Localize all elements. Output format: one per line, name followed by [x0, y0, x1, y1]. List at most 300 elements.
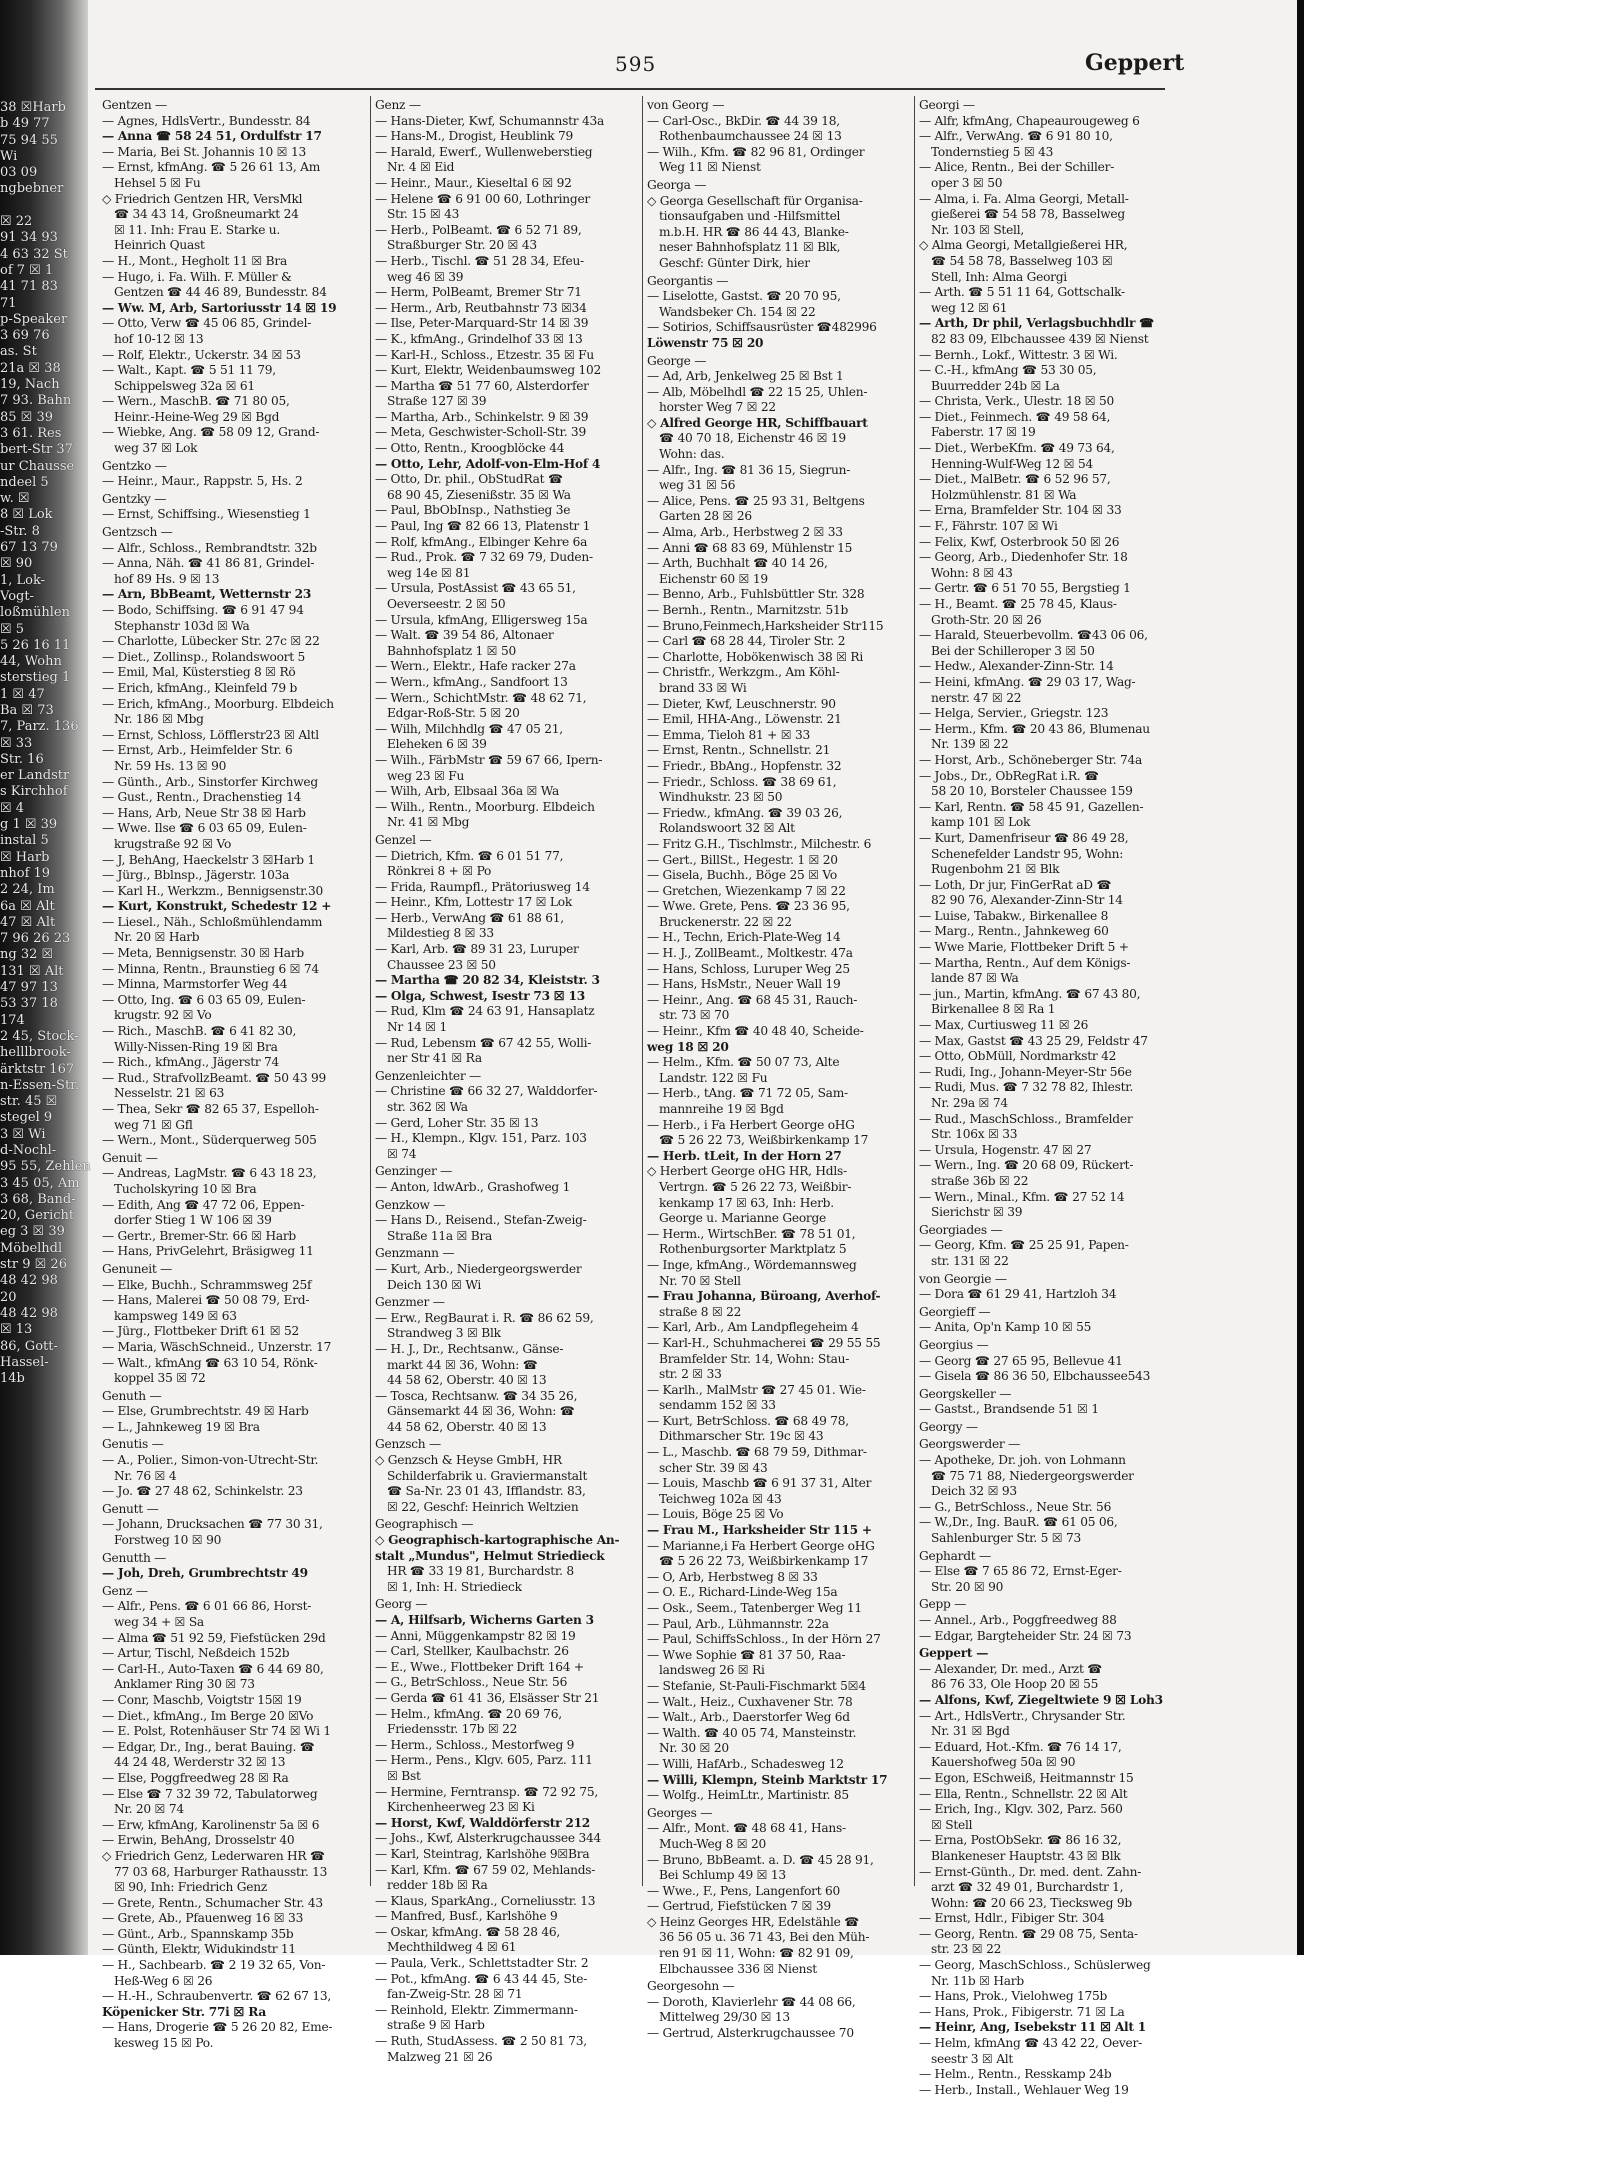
- directory-entry-line: — Frau M., Harksheider Str 115 +: [647, 1523, 872, 1538]
- directory-entry-line: — Johann, Drucksachen ☎ 77 30 31,: [102, 1517, 323, 1532]
- directory-entry-line: — Liesel., Näh., Schloßmühlendamm: [102, 914, 323, 929]
- directory-entry-line: straße 9 ☒ Harb: [387, 2018, 485, 2033]
- directory-entry-line: horster Weg 7 ☒ 22: [659, 400, 776, 415]
- facing-page-fragment: b 49 77: [0, 116, 50, 132]
- directory-entry-line: — Minna, Rentn., Braunstieg 6 ☒ 74: [102, 961, 319, 976]
- directory-entry-line: — Dora ☎ 61 29 41, Hartzloh 34: [919, 1287, 1117, 1302]
- directory-entry-line: — G., BetrSchloss., Neue Str. 56: [375, 1675, 568, 1690]
- directory-entry-line: — Oskar, kfmAng. ☎ 58 28 46,: [375, 1924, 561, 1939]
- directory-entry-line: — Hans D., Reisend., Stefan-Zweig-: [375, 1213, 587, 1228]
- directory-entry-line: — Marg., Rentn., Jahnkeweg 60: [919, 924, 1109, 939]
- directory-entry-line: — Herb. tLeit, In der Horn 27: [647, 1148, 842, 1163]
- directory-entry-line: mannreihe 19 ☒ Bgd: [659, 1102, 784, 1116]
- directory-entry-line: Schippelsweg 32a ☒ 61: [114, 378, 255, 393]
- facing-page-fragment: s Kirchhof: [0, 784, 68, 800]
- surname-heading: Georgantis —: [647, 273, 729, 288]
- facing-page-fragment: instal 5: [0, 833, 49, 849]
- previous-page-fragments: [0, 100, 91, 1920]
- directory-entry-line: — Hans, Prok., Fibigerstr. 71 ☒ La: [919, 2004, 1125, 2019]
- surname-heading: George —: [647, 353, 707, 368]
- directory-entry-line: fan-Zweig-Str. 28 ☒ 71: [387, 1987, 523, 2002]
- directory-entry-line: — Gust., Rentn., Drachenstieg 14: [102, 790, 302, 805]
- directory-entry-line: — Wern., Minal., Kfm. ☎ 27 52 14: [919, 1189, 1125, 1204]
- directory-entry-line: — Erwin, BehAng, Drosselstr 40: [102, 1833, 295, 1848]
- directory-entry-line: — Egon, ESchweiß, Heitmannstr 15: [919, 1770, 1134, 1785]
- directory-entry-line: str. 2 ☒ 33: [659, 1367, 722, 1382]
- directory-entry-line: Blankeneser Hauptstr. 43 ☒ Blk: [931, 1848, 1121, 1863]
- directory-entry-line: — Maria, WäschSchneid., Unzerstr. 17: [102, 1339, 332, 1354]
- directory-entry-line: — Hans, Prok., Vielohweg 175b: [919, 1989, 1108, 2004]
- directory-entry-line: Löwenstr 75 ☒ 20: [647, 335, 764, 350]
- facing-page-fragment: 1, Lok-: [0, 572, 46, 588]
- directory-entry-line: — Jo. ☎ 27 48 62, Schinkelstr. 23: [102, 1484, 303, 1499]
- directory-entry-line: hof 89 Hs. 9 ☒ 13: [114, 571, 220, 586]
- surname-heading: Gentzko —: [102, 458, 167, 473]
- directory-entry-line: — Bernh., Lokf., Wittestr. 3 ☒ Wi.: [919, 347, 1118, 362]
- directory-entry-line: Bahnhofsplatz 1 ☒ 50: [387, 643, 516, 658]
- facing-page-fragment: 48 42 98: [0, 1273, 58, 1289]
- directory-entry-line: — Conr, Maschb, Voigtstr 15☒ 19: [102, 1692, 302, 1707]
- directory-entry-line: — F., Fährstr. 107 ☒ Wi: [919, 519, 1058, 534]
- directory-entry-line: Nr. 103 ☒ Stell,: [931, 222, 1024, 237]
- facing-page-fragment: Str. 16: [0, 751, 44, 767]
- directory-entry-line: HR ☎ 33 19 81, Burchardstr. 8: [387, 1564, 574, 1579]
- directory-entry-line: 36 56 05 u. 36 71 43, Bei den Müh-: [659, 1930, 870, 1945]
- surname-heading: Genutt —: [102, 1501, 159, 1516]
- directory-entry-line: — Otto, ObMüll, Nordmarkstr 42: [919, 1049, 1117, 1064]
- facing-page-fragment: 131 ☒ Alt: [0, 963, 64, 979]
- directory-entry-line: — Jürg., Flottbeker Drift 61 ☒ 52: [102, 1324, 300, 1339]
- directory-columns: [98, 96, 1185, 2097]
- directory-entry-line: — Günt., Arb., Spannskamp 35b: [102, 1926, 294, 1941]
- directory-entry-line: — Erw., RegBaurat i. R. ☎ 86 62 59,: [375, 1310, 594, 1325]
- directory-entry-line: — Martha, Rentn., Auf dem Königs-: [919, 955, 1131, 970]
- directory-entry-line: Chaussee 23 ☒ 50: [387, 957, 496, 972]
- directory-entry-line: — Alfons, Kwf, Ziegeltwiete 9 ☒ Loh3: [919, 1692, 1163, 1707]
- directory-entry-line: — Gerd, Loher Str. 35 ☒ 13: [375, 1115, 539, 1130]
- directory-entry-line: Dithmarscher Str. 19c ☒ 43: [659, 1429, 824, 1444]
- directory-entry-line: — Charlotte, Hobökenwisch 38 ☒ Ri: [647, 649, 864, 664]
- directory-entry-line: — Gertr., Bremer-Str. 66 ☒ Harb: [102, 1228, 296, 1243]
- directory-entry-line: — H. J., ZollBeamt., Moltkestr. 47a: [647, 946, 853, 961]
- directory-entry-line: — Meta, Bennigsenstr. 30 ☒ Harb: [102, 946, 304, 961]
- directory-entry-line: — Marianne,i Fa Herbert George oHG: [647, 1538, 875, 1553]
- directory-entry-line: — Diet., MalBetr. ☎ 6 52 96 57,: [919, 472, 1111, 487]
- directory-entry-line: — Herm., Schloss., Mestorfweg 9: [375, 1737, 575, 1752]
- directory-entry-line: Heinrich Quast: [114, 238, 205, 253]
- directory-entry-line: 77 03 68, Harburger Rathausstr. 13: [114, 1864, 328, 1879]
- directory-entry-line: koppel 35 ☒ 72: [114, 1371, 206, 1386]
- facing-page-fragment: 19, Nach: [0, 377, 60, 393]
- directory-entry-line: — Alexander, Dr. med., Arzt ☎: [919, 1661, 1103, 1676]
- directory-entry-line: — Diet., kfmAng., Im Berge 20 ☒Vo: [102, 1708, 314, 1723]
- surname-heading: Genuit —: [102, 1150, 158, 1165]
- directory-entry-line: Nr. 30 ☒ 20: [659, 1741, 729, 1756]
- directory-entry-line: — Stefanie, St-Pauli-Fischmarkt 5☒4: [647, 1678, 866, 1693]
- directory-entry-line: arzt ☎ 32 49 01, Burchardstr 1,: [931, 1880, 1124, 1895]
- directory-entry-line: — Sotirios, Schiffsausrüster ☎482996: [647, 320, 877, 335]
- directory-entry-line: — Wilh., Rentn., Moorburg. Elbdeich: [375, 799, 595, 814]
- directory-entry-line: — Louis, Böge 25 ☒ Vo: [647, 1507, 784, 1522]
- directory-entry-line: — Herb., VerwAng ☎ 61 88 61,: [375, 910, 564, 925]
- directory-entry-line: weg 12 ☒ 61: [931, 300, 1008, 315]
- directory-entry-line: Henning-Wulf-Weg 12 ☒ 54: [931, 456, 1093, 471]
- directory-entry-line: — Horst, Kwf, Walddörferstr 212: [375, 1815, 591, 1830]
- directory-entry-line: — Alice, Rentn., Bei der Schiller-: [919, 160, 1115, 175]
- directory-entry-line: — Osk., Seem., Tatenberger Weg 11: [647, 1601, 862, 1615]
- facing-page-fragment: 67 13 79: [0, 540, 58, 556]
- directory-entry-line: — Manfred, Busf., Karlshöhe 9: [375, 1909, 558, 1924]
- directory-entry-line: — Hans, Malerei ☎ 50 08 79, Erd-: [102, 1293, 310, 1308]
- facing-page-fragment: bert-Str 37: [0, 442, 73, 458]
- directory-entry-line: 86 76 33, Ole Hoop 20 ☒ 55: [931, 1677, 1099, 1692]
- directory-entry-line: weg 31 ☒ 56: [659, 478, 736, 493]
- directory-entry-line: weg 18 ☒ 20: [647, 1039, 729, 1054]
- header-rule: [95, 88, 1165, 90]
- directory-entry-line: — Herm., Arb, Reutbahnstr 73 ☒34: [375, 300, 587, 315]
- directory-entry-line: — Fritz G.H., Tischlmstr., Milchestr. 6: [647, 836, 872, 851]
- facing-page-fragment: er Landstr: [0, 768, 70, 784]
- directory-entry-line: Straße 127 ☒ 39: [387, 394, 487, 409]
- directory-entry-line: — Wilh., Kfm. ☎ 82 96 81, Ordinger: [647, 144, 865, 159]
- facing-page-fragment: 47 97 13: [0, 980, 58, 996]
- directory-entry-line: — Gertrud, Fiefstücken 7 ☒ 39: [647, 1899, 831, 1914]
- directory-entry-line: — Max, Curtiusweg 11 ☒ 26: [919, 1018, 1089, 1033]
- directory-entry-line: ☒ Stell: [931, 1817, 973, 1832]
- facing-page-fragment: 91 34 93: [0, 230, 58, 246]
- directory-entry-line: 44 24 48, Werderstr 32 ☒ 13: [114, 1755, 286, 1770]
- directory-entry-line: — Carl, Stellker, Kaulbachstr. 26: [375, 1644, 569, 1659]
- directory-entry-line: — Gretchen, Wiezenkamp 7 ☒ 22: [647, 883, 846, 898]
- directory-entry-line: Bramfelder Str. 14, Wohn: Stau-: [659, 1351, 850, 1366]
- directory-entry-line: — Wern., SchichtMstr. ☎ 48 62 71,: [375, 690, 587, 705]
- directory-entry-line: — Paul, Ing ☎ 82 66 13, Platenstr 1: [375, 519, 591, 534]
- directory-entry-line: Faberstr. 17 ☒ 19: [931, 425, 1036, 440]
- directory-entry-line: — Wolfg., HeimLtr., Martinistr. 85: [647, 1788, 849, 1803]
- directory-entry-line: — H. J., Dr., Rechtsanw., Gänse-: [375, 1341, 564, 1356]
- directory-entry-line: — Ursula, kfmAng, Elligersweg 15a: [375, 612, 588, 627]
- directory-entry-line: — Rolf, kfmAng., Elbinger Kehre 6a: [375, 534, 588, 549]
- directory-entry-line: ☎ 75 71 88, Niedergeorgswerder: [931, 1468, 1134, 1483]
- facing-page-fragment: 1 ☒ 47: [0, 686, 45, 702]
- directory-entry-line: — Ursula, Hogenstr. 47 ☒ 27: [919, 1142, 1092, 1157]
- directory-entry-line: — Hans, HsMstr., Neuer Wall 19: [647, 977, 841, 992]
- surname-heading: Georgius —: [919, 1337, 989, 1352]
- directory-entry-line: — Else ☎ 7 32 39 72, Tabulatorweg: [102, 1786, 318, 1801]
- facing-page-fragment: [0, 198, 86, 214]
- surname-heading: Geographisch —: [375, 1517, 474, 1532]
- directory-entry-line: — Carl-H., Auto-Taxen ☎ 6 44 69 80,: [102, 1661, 324, 1676]
- directory-entry-line: — H.-H., Schraubenvertr. ☎ 62 67 13,: [102, 1989, 332, 2004]
- directory-entry-line: — Kurt, Arb., Niedergeorgswerder: [375, 1261, 582, 1276]
- directory-entry-line: — Diet., Zollinsp., Rolandswoort 5: [102, 649, 306, 664]
- directory-entry-line: — Helm., Kfm. ☎ 50 07 73, Alte: [647, 1055, 840, 1070]
- facing-page-fragment: of 7 ☒ 1: [0, 262, 54, 278]
- directory-entry-line: — Erich, kfmAng., Moorburg. Elbdeich: [102, 696, 334, 711]
- facing-page-fragment: 5 26 16 11: [0, 637, 71, 653]
- directory-entry-line: Vertrgn. ☎ 5 26 22 73, Weißbir-: [659, 1179, 852, 1194]
- directory-entry-line: — Helm, kfmAng ☎ 43 42 22, Oever-: [919, 2036, 1142, 2051]
- directory-entry-line: Mildestieg 8 ☒ 33: [387, 926, 494, 941]
- directory-entry-line: — Herm, PolBeamt, Bremer Str 71: [375, 285, 582, 300]
- directory-entry-line: — Walt., Arb., Daerstorfer Weg 6d: [647, 1710, 850, 1725]
- directory-entry-line: — Rudi, Ing., Johann-Meyer-Str 56e: [919, 1064, 1132, 1079]
- directory-entry-line: — Ruth, StudAssess. ☎ 2 50 81 73,: [375, 2034, 587, 2049]
- directory-entry-line: — Paul, BbObInsp., Nathstieg 3e: [375, 503, 571, 518]
- directory-entry-line: krugstr. 92 ☒ Vo: [114, 1008, 212, 1023]
- directory-entry-line: 82 90 76, Alexander-Zinn-Str 14: [931, 893, 1123, 908]
- surname-heading: Genzenleichter —: [375, 1068, 481, 1083]
- directory-entry-line: — Rolf, Elektr., Uckerstr. 34 ☒ 53: [102, 347, 301, 362]
- directory-entry-line: — Wwe. Grete, Pens. ☎ 23 36 95,: [647, 899, 850, 914]
- directory-entry-line: — Wern., kfmAng., Sandfoort 13: [375, 674, 568, 689]
- directory-entry-line: Schilderfabrik u. Graviermanstalt: [387, 1468, 588, 1483]
- directory-entry-line: — Art., HdlsVertr., Chrysander Str.: [919, 1708, 1126, 1723]
- surname-heading: Genuneit —: [102, 1261, 173, 1276]
- directory-entry-line: — Ernst, Schloss, Löfflerstr23 ☒ Altl: [102, 727, 319, 742]
- directory-entry-line: Tondernstieg 5 ☒ 43: [931, 144, 1054, 159]
- directory-entry-line: ◇ Alfred George HR, Schiffbauart: [647, 415, 868, 430]
- directory-entry-line: ☎ 34 43 14, Großneumarkt 24: [114, 207, 299, 222]
- directory-entry-line: markt 44 ☒ 36, Wohn: ☎: [387, 1357, 538, 1372]
- directory-entry-line: Forstweg 10 ☒ 90: [114, 1533, 222, 1548]
- facing-page-fragment: 44, Wohn: [0, 654, 62, 670]
- directory-entry-line: Edgar-Roß-Str. 5 ☒ 20: [387, 706, 520, 721]
- directory-entry-line: stalt „Mundus", Helmut Striedieck: [375, 1548, 605, 1563]
- directory-entry-line: Eichenstr 60 ☒ 19: [659, 571, 768, 586]
- directory-entry-line: — Ernst, kfmAng. ☎ 5 26 61 13, Am: [102, 160, 320, 175]
- directory-entry-line: — Wern., Ing. ☎ 20 68 09, Rückert-: [919, 1158, 1134, 1173]
- directory-entry-line: Deich 32 ☒ 93: [931, 1484, 1017, 1499]
- facing-page-fragment: 8 ☒ Lok: [0, 507, 53, 523]
- directory-entry-line: Nesselstr. 21 ☒ 63: [114, 1086, 225, 1101]
- surname-heading: Genzinger —: [375, 1164, 453, 1179]
- directory-entry-line: — Helm., kfmAng. ☎ 20 69 76,: [375, 1706, 562, 1721]
- directory-entry-line: Geschf: Günter Dirk, hier: [659, 255, 810, 270]
- directory-entry-line: Nr. 20 ☒ Harb: [114, 930, 200, 945]
- directory-entry-line: Deich 130 ☒ Wi: [387, 1277, 482, 1292]
- directory-entry-line: — Alfr., Schloss., Rembrandtstr. 32b: [102, 540, 317, 555]
- facing-page-fragment: Möbelhdl: [0, 1240, 63, 1256]
- facing-page-fragment: 3 61. Res: [0, 425, 62, 441]
- directory-entry-line: Nr. 11b ☒ Harb: [931, 1973, 1024, 1988]
- facing-page-fragment: Ba ☒ 73: [0, 702, 54, 718]
- facing-page-fragment: 7, Parz. 136: [0, 719, 79, 735]
- directory-entry-line: Teichweg 102a ☒ 43: [659, 1491, 782, 1506]
- directory-entry-line: Groth-Str. 20 ☒ 26: [931, 612, 1042, 627]
- surname-heading: Genutis —: [102, 1437, 164, 1452]
- directory-entry-line: seestr 3 ☒ Alt: [931, 2051, 1014, 2066]
- directory-entry-line: Nr. 76 ☒ 4: [114, 1468, 177, 1483]
- directory-entry-line: — Anna, Näh. ☎ 41 86 81, Grindel-: [102, 556, 315, 571]
- directory-entry-line: — Ella, Rentn., Schnellstr. 22 ☒ Alt: [919, 1786, 1128, 1801]
- directory-entry-line: — Herm., WirtschBer. ☎ 78 51 01,: [647, 1226, 856, 1241]
- directory-entry-line: — Carl-Osc., BkDir. ☎ 44 39 18,: [647, 113, 840, 128]
- facing-page-fragment: 174: [0, 1012, 25, 1028]
- facing-page-fragment: 53 37 18: [0, 996, 58, 1012]
- facing-page-fragment: ☒ 5: [0, 621, 25, 637]
- directory-entry-line: ☒ 74: [387, 1146, 417, 1161]
- facing-page-fragment: n-Essen-Str.: [0, 1077, 80, 1093]
- directory-entry-line: ren 91 ☒ 11, Wohn: ☎ 82 91 09,: [659, 1946, 854, 1961]
- facing-page-fragment: ngbebner: [0, 181, 64, 197]
- directory-entry-line: — Heini, kfmAng. ☎ 29 03 17, Wag-: [919, 674, 1136, 689]
- directory-entry-line: — Hans, Arb, Neue Str 38 ☒ Harb: [102, 805, 306, 820]
- directory-entry-line: Bei Schlump 49 ☒ 13: [659, 1868, 786, 1883]
- directory-entry-line: Rothenburgsorter Marktplatz 5: [659, 1242, 847, 1257]
- directory-entry-line: — Karl, Steintrag, Karlshöhe 9☒Bra: [375, 1846, 590, 1861]
- directory-entry-line: kampsweg 149 ☒ 63: [114, 1308, 237, 1323]
- facing-page-fragment: 20, Gericht: [0, 1208, 75, 1224]
- page-number: 595: [615, 52, 657, 76]
- directory-entry-line: — Else ☎ 7 65 86 72, Ernst-Eger-: [919, 1564, 1122, 1579]
- running-head: Geppert: [1085, 50, 1185, 76]
- directory-entry-line: — Meta, Geschwister-Scholl-Str. 39: [375, 425, 586, 440]
- directory-entry-line: str. 131 ☒ 22: [931, 1253, 1009, 1268]
- directory-entry-line: — Karlh., MalMstr ☎ 27 45 01. Wie-: [647, 1382, 866, 1397]
- directory-entry-line: — Else, Grumbrechtstr. 49 ☒ Harb: [102, 1404, 309, 1419]
- directory-entry-line: Birkenallee 8 ☒ Ra 1: [931, 1002, 1056, 1017]
- directory-entry-line: — E., Wwe., Flottbeker Drift 164 +: [375, 1659, 584, 1674]
- surname-heading: Georgesohn —: [647, 1979, 735, 1994]
- directory-entry-line: — Charlotte, Lübecker Str. 27c ☒ 22: [102, 634, 320, 649]
- directory-entry-line: — Herb., PolBeamt. ☎ 6 52 71 89,: [375, 222, 582, 237]
- directory-entry-line: — Harald, Ewerf., Wullenweberstieg: [375, 144, 593, 159]
- directory-entry-line: Friedensstr. 17b ☒ 22: [387, 1722, 518, 1737]
- directory-entry-line: — Georg, Kfm. ☎ 25 25 91, Papen-: [919, 1238, 1129, 1253]
- directory-entry-line: — Rud, Klm ☎ 24 63 91, Hansaplatz: [375, 1004, 595, 1019]
- directory-entry-line: — Edgar, Dr., Ing., berat Bauing. ☎: [102, 1739, 315, 1754]
- directory-entry-line: straße 8 ☒ 22: [659, 1304, 742, 1319]
- facing-page-fragment: Vogt-: [0, 588, 34, 604]
- facing-page-fragment: str 9 ☒ 26: [0, 1257, 67, 1273]
- directory-entry-line: — Martha, Arb., Schinkelstr. 9 ☒ 39: [375, 409, 589, 424]
- directory-entry-line: Hehsel 5 ☒ Fu: [114, 175, 201, 190]
- directory-entry-line: Nr. 31 ☒ Bgd: [931, 1724, 1010, 1739]
- directory-entry-line: — Heinr., Kfm ☎ 40 48 40, Scheide-: [647, 1024, 864, 1039]
- directory-entry-line: — E. Polst, Rotenhäuser Str 74 ☒ Wi 1: [102, 1724, 331, 1739]
- directory-entry-line: — Erna, PostObSekr. ☎ 86 16 32,: [919, 1833, 1122, 1848]
- directory-entry-line: Nr. 139 ☒ 22: [931, 737, 1009, 752]
- facing-page-fragment: 71: [0, 295, 17, 311]
- directory-entry-line: — Otto, Rentn., Kroogblöcke 44: [375, 441, 565, 456]
- surname-heading: Genzmann —: [375, 1246, 455, 1261]
- directory-entry-line: — Gastst., Brandsende 51 ☒ 1: [919, 1402, 1099, 1417]
- directory-entry-line: — Dietrich, Kfm. ☎ 6 01 51 77,: [375, 848, 564, 863]
- directory-entry-line: — Herb., i Fa Herbert George oHG: [647, 1117, 855, 1132]
- directory-entry-line: — Anna ☎ 58 24 51, Ordulfstr 17: [102, 129, 322, 144]
- directory-entry-line: — Agnes, HdlsVertr., Bundesstr. 84: [102, 113, 311, 128]
- directory-entry-line: — Karl, Kfm. ☎ 67 59 02, Mehlands-: [375, 1862, 596, 1877]
- directory-entry-line: — Pot., kfmAng. ☎ 6 43 44 45, Ste-: [375, 1971, 588, 1986]
- facing-page-fragment: 3 45 05, Am: [0, 1175, 80, 1191]
- directory-entry-line: — L., Jahnkeweg 19 ☒ Bra: [102, 1419, 260, 1434]
- directory-entry-line: Nr. 186 ☒ Mbg: [114, 712, 204, 727]
- directory-entry-line: — Liselotte, Gastst. ☎ 20 70 95,: [647, 289, 841, 304]
- directory-entry-line: ◇ Herbert George oHG HR, Hdls-: [647, 1164, 847, 1179]
- directory-entry-line: — Alma, Arb., Herbstweg 2 ☒ 33: [647, 525, 843, 540]
- directory-entry-line: — Louis, Maschb ☎ 6 91 37 31, Alter: [647, 1476, 872, 1491]
- directory-entry-line: Str. 20 ☒ 90: [931, 1579, 1004, 1594]
- facing-page-fragment: ng 32 ☒: [0, 947, 54, 963]
- surname-heading: Gephardt —: [919, 1548, 991, 1563]
- directory-entry-line: tionsaufgaben und -Hilfsmittel: [659, 209, 841, 224]
- directory-entry-line: Wohn: 8 ☒ 43: [931, 565, 1013, 580]
- directory-entry-line: — Anita, Op'n Kamp 10 ☒ 55: [919, 1320, 1092, 1335]
- directory-entry-line: — Dieter, Kwf, Leuschnerstr. 90: [647, 696, 836, 711]
- directory-entry-line: ◇ Alma Georgi, Metallgießerei HR,: [919, 238, 1128, 253]
- directory-entry-line: weg 37 ☒ Lok: [114, 441, 198, 456]
- directory-entry-line: Oeverseestr. 2 ☒ 50: [387, 597, 506, 611]
- directory-entry-line: — Wern., Elektr., Hafe racker 27a: [375, 659, 576, 674]
- surname-heading: Genzsch —: [375, 1437, 441, 1452]
- directory-entry-line: Gänsemarkt 44 ☒ 36, Wohn: ☎: [387, 1404, 575, 1419]
- facing-page-fragment: ärktstr 167: [0, 1061, 75, 1077]
- directory-entry-line: kamp 101 ☒ Lok: [931, 815, 1031, 830]
- directory-entry-line: — Anni ☎ 68 83 69, Mühlenstr 15: [647, 540, 853, 555]
- directory-entry-line: ☒ 90, Inh: Friedrich Genz: [114, 1880, 267, 1895]
- directory-entry-line: — Alfr, kfmAng, Chapeaurougeweg 6: [919, 113, 1140, 128]
- directory-entry-line: — W.,Dr., Ing. BauR. ☎ 61 05 06,: [919, 1515, 1118, 1530]
- directory-entry-line: Nr. 20 ☒ 74: [114, 1802, 184, 1817]
- directory-entry-line: — Alb, Möbelhdl ☎ 22 15 25, Uhlen-: [647, 384, 868, 399]
- directory-entry-line: — Helm., Rentn., Resskamp 24b: [919, 2067, 1112, 2082]
- directory-entry-line: Willy-Nissen-Ring 19 ☒ Bra: [114, 1039, 278, 1054]
- facing-page-fragment: 3 ☒ Wi: [0, 1126, 46, 1142]
- directory-entry-line: — Paula, Verk., Schlettstadter Str. 2: [375, 1956, 589, 1971]
- facing-page-fragment: 85 ☒ 39: [0, 409, 54, 425]
- directory-entry-line: kesweg 15 ☒ Po.: [114, 2036, 214, 2051]
- directory-entry-line: Garten 28 ☒ 26: [659, 509, 752, 524]
- directory-entry-line: — H., Techn, Erich-Plate-Weg 14: [647, 930, 841, 945]
- directory-entry-line: ◇ Geographisch-kartographische An-: [375, 1533, 620, 1548]
- directory-entry-line: — Elke, Buchh., Schrammsweg 25f: [102, 1277, 312, 1292]
- surname-heading: Georges —: [647, 1805, 713, 1820]
- directory-entry-line: — O, Arb, Herbstweg 8 ☒ 33: [647, 1569, 818, 1584]
- directory-entry-line: — Georg ☎ 27 65 95, Bellevue 41: [919, 1353, 1123, 1368]
- facing-page-fragment: 2 24, Im: [0, 882, 55, 898]
- directory-entry-line: — Walt., Heiz., Cuxhavener Str. 78: [647, 1694, 853, 1709]
- directory-entry-line: — Walth. ☎ 40 05 74, Mansteinstr.: [647, 1725, 857, 1740]
- directory-entry-line: Str. 106x ☒ 33: [931, 1127, 1018, 1142]
- surname-heading: Georgskeller —: [919, 1386, 1012, 1401]
- directory-entry-line: — Georg, Arb., Diedenhofer Str. 18: [919, 550, 1128, 565]
- directory-entry-line: 58 20 10, Borsteler Chaussee 159: [931, 784, 1133, 799]
- surname-heading: Geppert —: [919, 1646, 989, 1661]
- directory-entry-line: — Otto, Dr. phil., ObStudRat ☎: [375, 472, 563, 487]
- directory-entry-line: str. 23 ☒ 22: [931, 1942, 1002, 1957]
- facing-page-fragment: nhof 19: [0, 865, 51, 881]
- directory-entry-line: — Felix, Kwf, Osterbrook 50 ☒ 26: [919, 534, 1120, 549]
- directory-entry-line: — Hermine, Ferntransp. ☎ 72 92 75,: [375, 1784, 599, 1799]
- facing-page-fragment: Hassel-: [0, 1354, 49, 1370]
- directory-entry-line: Elbchaussee 336 ☒ Nienst: [659, 1961, 817, 1976]
- directory-entry-line: — Klaus, SparkAng., Corneliusstr. 13: [375, 1893, 596, 1908]
- surname-heading: Georgy —: [919, 1419, 978, 1434]
- facing-page-fragment: ☒ 22: [0, 214, 33, 230]
- facing-page-fragment: loßmühlen: [0, 605, 70, 621]
- facing-page-fragment: p-Speaker: [0, 311, 68, 327]
- surname-heading: Genz —: [102, 1583, 148, 1598]
- directory-entry-line: — Arth, Dr phil, Verlagsbuchhdlr ☎: [919, 316, 1155, 331]
- directory-entry-line: — Karl, Arb. ☎ 89 31 23, Luruper: [375, 942, 579, 957]
- directory-entry-line: Gentzen ☎ 44 46 89, Bundesstr. 84: [114, 285, 327, 300]
- directory-entry-line: — Alice, Pens. ☎ 25 93 31, Beltgens: [647, 493, 865, 508]
- directory-entry-line: — Heinr., Ang. ☎ 68 45 31, Rauch-: [647, 992, 858, 1007]
- directory-entry-line: Mittelweg 29/30 ☒ 13: [659, 2010, 790, 2025]
- directory-entry-line: Nr. 59 Hs. 13 ☒ 90: [114, 758, 227, 773]
- directory-entry-line: Kauershofweg 50a ☒ 90: [931, 1755, 1076, 1770]
